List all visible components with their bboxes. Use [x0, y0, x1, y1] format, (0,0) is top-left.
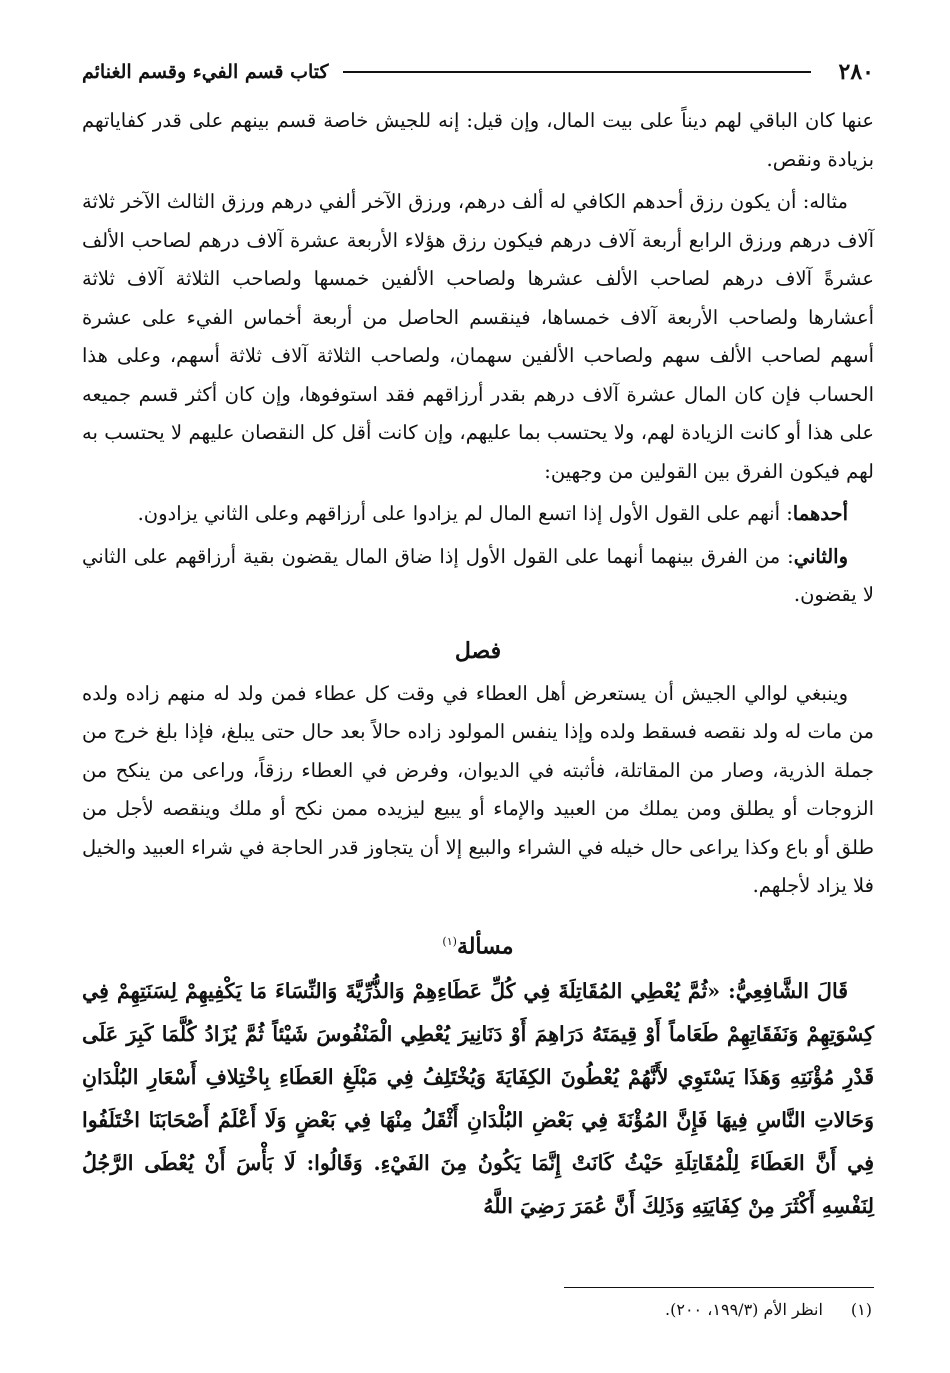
running-title: كتاب قسم الفيء وقسم الغنائم	[82, 61, 329, 83]
paragraph-continuation: عنها كان الباقي لهم ديناً على بيت المال، وإن قيل: إنه للجيش خاصة قسم بينهم على قدر كفاياتهم بزيادة ونقص.	[82, 109, 874, 171]
page-number: ٢٨٠	[838, 59, 874, 85]
point-first-text: : أنهم على القول الأول إذا اتسع المال لم يزادوا على أرزاقهم وعلى الثاني يزادون.	[137, 502, 793, 525]
page-header	[82, 52, 874, 92]
point-first-lead: أحدهما	[792, 502, 848, 525]
point-second-lead: والثاني	[793, 544, 848, 568]
masala-heading-text: مسألة	[456, 932, 514, 959]
point-second-text: : من الفرق بينهما أنهما على القول الأول إذا ضاق المال يقضون بقية أرزاقهم على الثاني لا يقضون.	[82, 544, 874, 606]
fasl-paragraph: وينبغي لوالي الجيش أن يستعرض أهل العطاء في وقت كل عطاء فمن ولد له منهم زاده ولده من مات له ولد نقصه فسقط ولده وإذا ينفس المولود زاده حالاً بعد حال حتى يبلغ، فإذا بلغ خرج من جملة الذرية، وصار من المقاتلة، فأثبته في الديوان، وفرض في العطاء رزقاً، وراعى من ينكح من الزوجات أو يطلق ومن يملك من العبيد والإماء أو يبيع ليزيده ممن نكح أو ملك وينقصه لأجل من طلق أو باع وكذا يراعى حال خيله في الشراء والبيع إلا أن يتجاوز قدر الحاجة في شراء العبيد والخيل فلا يزاد لأجلهم.	[82, 681, 874, 897]
footnote-reference: (١)	[442, 934, 457, 948]
footnote-text: انظر الأم (١٩٩/٣، ٢٠٠).	[665, 1300, 823, 1319]
shafii-quote: قَالَ الشَّافِعِيُّ: «ثُمَّ يُعْطِي المُقَاتِلَةَ فِي كُلِّ عَطَاءِهِمْ وَالذُّرِّيَّةَ وَالنِّسَاءَ مَا يَكْفِيهِمْ لِسَنَتِهِمْ فِي كِسْوَتِهِمْ وَنَفَقَاتِهِمْ طَعَاماً أَوْ قِيمَتَهُ دَرَاهِمَ أَوْ دَنَانِيرَ يُعْطِي الْمَنْفُوسَ شَيْئاً ثُمَّ يُزَادُ كُلَّمَا كَبِرَ عَلَى قَدْرِ مُؤْنَتِهِ وَهَذَا يَسْتَوِي لأَنَّهُمْ يُعْطُونَ الكِفَايَةَ وَيُخْتَلِفُ فِي مَبْلَغِ العَطَاءِ بِاخْتِلافِ أَسْعَارِ البُلْدَانِ وَحَالاتِ النَّاسِ فِيهَا فَإِنَّ المُؤْنَةَ فِي بَعْضِ البُلْدَانِ أَثْقَلُ مِنْهَا فِي بَعْضٍ وَلَا أَعْلَمُ أَصْحَابَنَا اخْتَلَفُوا فِي أَنَّ العَطَاءَ لِلْمُقَاتِلَةِ حَيْثُ كَانَتْ إِنَّمَا يَكُونُ مِنَ الفَيْءِ. وَقَالُوا: لَا بَأْسَ أَنْ يُعْطَى الرَّجُلُ لِنَفْسِهِ أَكْثَرَ مِنْ كِفَايَتِهِ وَذَلِكَ أَنَّ عُمَرَ رَضِيَ اللَّهُ	[82, 978, 874, 1218]
masala-heading	[82, 922, 874, 966]
footnote-item	[82, 1296, 874, 1324]
page-content	[82, 102, 874, 1228]
book-page	[82, 52, 874, 1342]
fasl-heading: فصل	[454, 637, 502, 664]
point-second	[82, 538, 874, 615]
footnote-rule	[564, 1287, 874, 1288]
header-rule	[343, 71, 811, 73]
paragraph-example: مثاله: أن يكون رزق أحدهم الكافي له ألف درهم، ورزق الآخر ألفي درهم ورزق الثالث الآخر ثلاثة آلاف درهم ورزق الرابع أربعة آلاف درهم فيكون رزق هؤلاء الأربعة عشرة آلاف درهم لصاحب الألف عشرةً آلاف درهم لصاحب الألف عشرها ولصاحب الألفين خمسها ولصاحب الثلاثة آلاف ثلاثة أعشارها ولصاحب الأربعة آلاف خمساها، فينقسم الحاصل من أربعة أخماس الفيء على عشرة أسهم لصاحب الألف سهم ولصاحب الألفين سهمان، ولصاحب الثلاثة آلاف ثلاثة أسهم، وعلى هذا الحساب فإن كان المال عشرة آلاف درهم بقدر أرزاقهم فقد استوفوها، وإن كان أكثر قسم جميعه على هذا أو كانت الزيادة لهم، ولا يحتسب بما عليهم، وإن كانت أقل كل النقصان عليهم لا يحتسب به لهم فيكون الفرق بين القولين من وجهين:	[82, 190, 874, 483]
footnote-number: (١)	[850, 1300, 872, 1319]
point-first	[82, 495, 874, 534]
footnotes	[82, 1287, 874, 1324]
